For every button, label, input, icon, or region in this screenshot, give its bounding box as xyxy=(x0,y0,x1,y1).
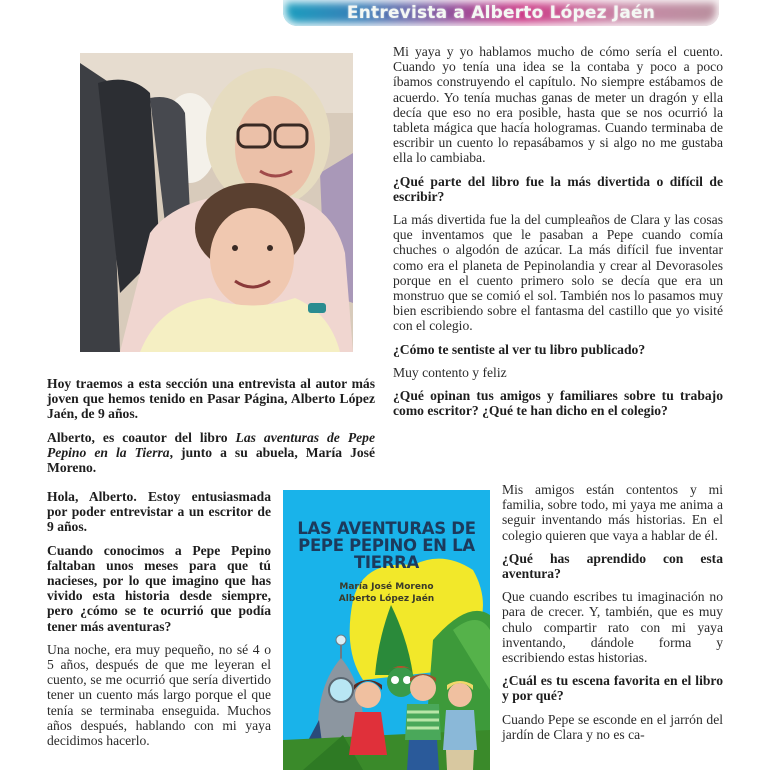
cover-title-line-3: TIERRA xyxy=(353,553,420,572)
answer-1: Una noche, era muy pequeño, no sé 4 o 5 años, después de que me leyeran el cuento, se me ocurrió que sería divertido tener un cuento más largo porque el que tenía se terminaba enseguida. Muchos años después, hablando con mi yaya decidimos hacerlo. xyxy=(47,641,271,749)
question-1: Cuando conocimos a Pepe Pepino faltaban unos meses para que tú nacieses, por lo que imagino que has vivido esta historia desde siempre, pero ¿cómo se te ocurrió que podía tener más aventuras? xyxy=(47,542,271,634)
question-4: ¿Qué opinan tus amigos y familiares sobre tu trabajo como escritor? ¿Qué te han dicho en el colegio? xyxy=(393,388,723,419)
left-column-interview xyxy=(47,489,271,748)
question-2: ¿Qué parte del libro fue la más divertida o difícil de escribir? xyxy=(393,173,723,204)
intro-coauthor xyxy=(47,430,375,476)
question-5: ¿Qué has aprendido con esta aventura? xyxy=(502,550,723,582)
intro-paragraph: Hoy traemos a esta sección una entrevista al autor más joven que hemos tenido en Pasar Página, Alberto López Jaén, de 9 años. xyxy=(47,376,375,422)
answer-2: La más divertida fue la del cumpleaños de Clara y las cosas que inventamos que le pasaban a Pepe cuando comía chuches o algodón de azúcar. La más difícil fue inventar como era el planeta de Pepinolandia y crear al Devorasoles porque en el cuento primero solo se decía que era un monstruo que se comió el sol. También nos lo pasamos muy bien escribiendo sobre el fantasma del castillo que yo visité con el colegio. xyxy=(393,212,723,334)
article-title: Entrevista a Alberto López Jaén xyxy=(346,3,656,23)
answer-1-continued: Mi yaya y yo hablamos mucho de cómo sería el cuento. Cuando yo tenía una idea se la contaba y poco a poco íbamos construyendo el capítulo. No siempre estábamos de acuerdo. Yo tenía muchas ganas de meter un dragón y ella decía que eso no era posible, hasta que se nos ocurrió la tableta mágica que hacía hologramas. Cuando terminaba de escribir un cuento lo repasábamos y si algo no me gustaba ella lo cambiaba. xyxy=(393,44,723,166)
cover-title-line-1: LAS AVENTURAS DE xyxy=(297,519,476,538)
photo-grandmother-and-boy-icon xyxy=(80,53,353,352)
book-title-italic: Las aventuras de Pepe Pepino en la Tierra xyxy=(47,429,375,460)
intro-coauthor-part2: , junto a su abuela, María José Moreno. xyxy=(47,444,376,476)
header-banner xyxy=(283,0,719,26)
question-6: ¿Cuál es tu escena favorita en el libro y por qué? xyxy=(502,673,723,704)
cover-title-line-2: PEPE PEPINO EN LA xyxy=(298,536,475,555)
answer-6: Cuando Pepe se esconde en el jarrón del jardín de Clara y no es ca- xyxy=(502,711,723,742)
left-column-intro xyxy=(47,376,375,475)
cover-title xyxy=(283,520,490,571)
question-3: ¿Cómo te sentiste al ver tu libro publicado? xyxy=(393,341,646,357)
cover-author-2: Alberto López Jaén xyxy=(338,594,435,604)
book-cover xyxy=(283,490,490,770)
greeting: Hola, Alberto. Estoy entusiasmada por poder entrevistar a un escritor de 9 años. xyxy=(47,489,271,535)
intro-coauthor-part1: Alberto, es coautor del libro xyxy=(47,429,236,445)
answer-4: Mis amigos están contentos y mi familia, sobre todo, mi yaya me anima a seguir inventando más historias. En el colegio quieren que vaya a hablar de él. xyxy=(502,482,723,543)
author-photo xyxy=(80,53,353,352)
right-column xyxy=(393,44,723,418)
cover-author-1: María José Moreno xyxy=(339,582,434,592)
answer-5: Que cuando escribes tu imaginación no para de crecer. Y, también, que es muy chulo compartir rato con mi yaya inventando, dándole forma y escribiendo estas historias. xyxy=(502,589,723,666)
bottom-right-column xyxy=(502,482,723,742)
answer-3: Muy contento y feliz xyxy=(393,364,507,380)
